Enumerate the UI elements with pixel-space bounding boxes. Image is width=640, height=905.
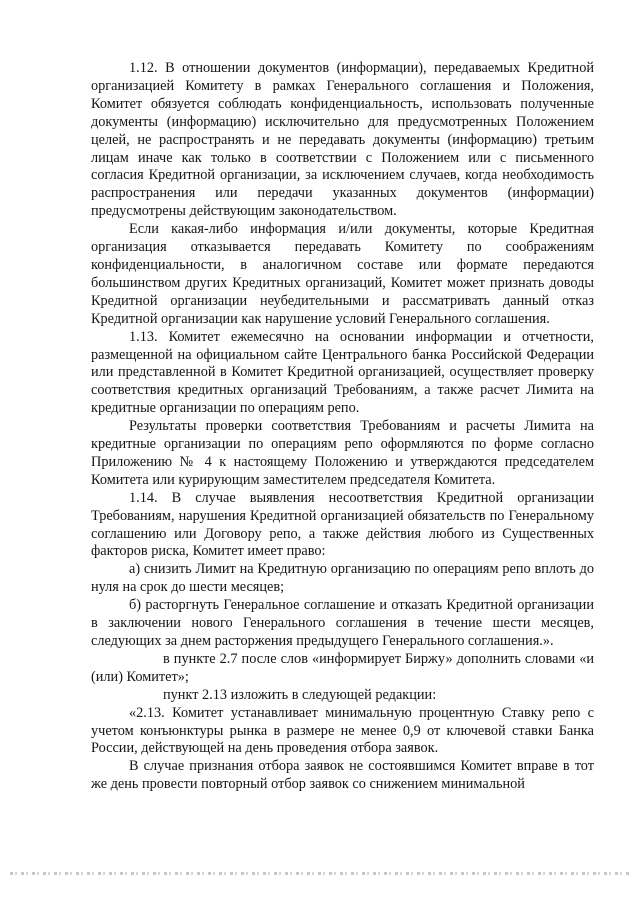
paragraph-repeat-selection: В случае признания отбора заявок не состоявшимся Комитет вправе в тот же день провести повторный отбор заявок со снижением минимальной xyxy=(91,758,594,793)
paragraph-amendment-2-13-intro: пункт 2.13 изложить в следующей редакции: xyxy=(163,686,437,703)
paragraph-item-b: б) расторгнуть Генеральное соглашение и отказать Кредитной организации в заключении нового Генерального соглашения в течение шести месяцев, следующих за днем расторжения предыдущего Генерального соглашения.». xyxy=(91,597,594,649)
paragraph-confidentiality-refusal: Если какая-либо информация и/или документы, которые Кредитная организация отказывается передавать Комитету по соображениям конфиденциальности, в аналогичном составе или формате передаются большинством других Кредитных организаций, Комитет может признать доводы Кредитной организации неубедительными и рассматривать данный отказ Кредитной организации как нарушение условий Генерального соглашения. xyxy=(91,221,594,327)
paragraph-1-14: 1.14. В случае выявления несоответствия Кредитной организации Требованиям, нарушения Кредитной организацией обязательств по Генеральному соглашению или Договору репо, а также действия любого из Существенных факторов риска, Комитет имеет право: xyxy=(91,489,594,560)
document-body xyxy=(91,60,594,794)
scan-edge-artifact xyxy=(10,872,630,875)
paragraph-amendment-2-7: в пункте 2.7 после слов «информирует Биржу» дополнить словами «и (или) Комитет»; xyxy=(91,650,594,685)
paragraph-1-13: 1.13. Комитет ежемесячно на основании информации и отчетности, размещенной на официальном сайте Центрального банка Российской Федерации или представленной в Комитет Кредитной организацией, осуществляет проверку соответствия кредитных организаций Требованиям, а также расчет Лимита на кредитные организации по операциям репо. xyxy=(91,328,594,417)
paragraph-item-a: а) снизить Лимит на Кредитную организацию по операциям репо вплоть до нуля на срок до шести месяцев; xyxy=(91,561,594,596)
paragraph-2-13: «2.13. Комитет устанавливает минимальную процентную Ставку репо с учетом конъюнктуры рынка в размере не менее 0,9 от ключевой ставки Банка России, действующей на день проведения отбора заявок. xyxy=(91,704,594,757)
paragraph-1-12: 1.12. В отношении документов (информации), передаваемых Кредитной организацией Комитету в рамках Генерального соглашения и Положения, Комитет обязуется соблюдать конфиденциальность, использовать полученные документы (информацию) исключительно для предусмотренных Положением целей, не распространять и не передавать документы (информацию) третьим лицам иначе как только в соответствии с Положением или с письменного согласия Кредитной организации, за исключением случаев, когда необходимость распространения или передачи указанных документов (информации) предусмотрены действующим законодательством. xyxy=(91,60,594,220)
paragraph-check-results: Результаты проверки соответствия Требованиям и расчеты Лимита на кредитные организации по операциям репо оформляются по форме согласно Приложению № 4 к настоящему Положению и утверждаются председателем Комитета или курирующим заместителем председателя Комитета. xyxy=(91,418,594,488)
